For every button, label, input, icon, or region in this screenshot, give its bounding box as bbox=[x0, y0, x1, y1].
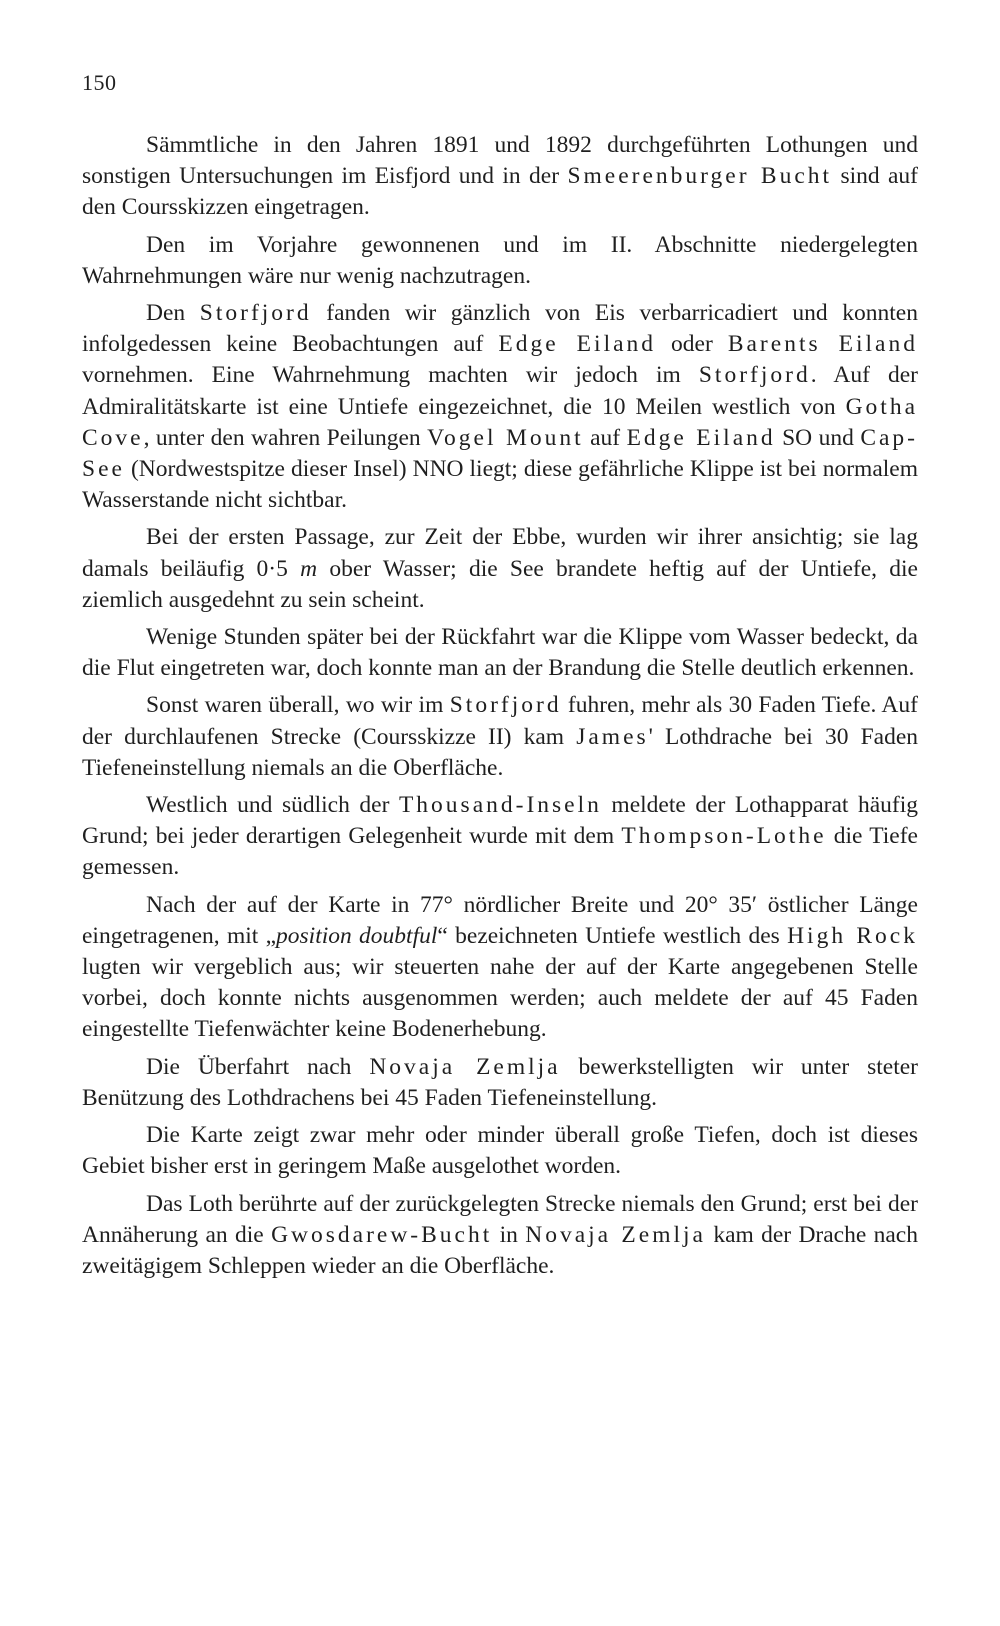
paragraph bbox=[82, 522, 918, 616]
spaced-name: High Rock bbox=[787, 922, 918, 949]
spaced-name: Smeerenburger Bucht bbox=[567, 163, 833, 190]
text-run: Den bbox=[146, 300, 200, 327]
text-run: Die Überfahrt nach bbox=[146, 1053, 370, 1080]
text-run: Das Loth berührte auf der zurückgelegten Strecke niemals den Grund; erst bei der Annäherung an die bbox=[82, 1190, 918, 1248]
text-run: kam der Drache nach zweitägigem Schleppen wieder an die Oberfläche. bbox=[82, 1221, 918, 1279]
spaced-name: Thompson-Lothe bbox=[621, 823, 827, 850]
spaced-name: Barents Eiland bbox=[727, 331, 918, 358]
italic-text: position doubtful bbox=[276, 922, 438, 949]
paragraph bbox=[82, 1052, 918, 1114]
text-run: Den im Vorjahre gewonnenen und im II. Abschnitte niedergelegten Wahrnehmungen wäre nur wenig nachzutragen. bbox=[82, 231, 918, 289]
text-run: , unter den wahren Peilungen bbox=[143, 424, 428, 451]
text-run: Sämmtliche in den Jahren 1891 und 1892 durchgeführten Lothungen und sonstigen Untersuchungen im Eisfjord und in der bbox=[82, 132, 918, 190]
spaced-name: Cap-See bbox=[82, 424, 918, 483]
text-run: Nach der auf der Karte in 77° nördlicher Breite und 20° 35′ östlicher Länge eingetragenen, mit „ bbox=[82, 891, 918, 949]
text-run: die Tiefe gemessen. bbox=[82, 823, 918, 881]
text-run: . Auf der Admiralitätskarte ist eine Untiefe eingezeichnet, die 10 Meilen westlich von bbox=[82, 362, 918, 420]
paragraph bbox=[82, 298, 918, 516]
text-run: Sonst waren überall, wo wir im bbox=[146, 692, 450, 719]
text-run: Wenige Stunden später bei der Rückfahrt war die Klippe vom Wasser bedeckt, da die Flut eingetreten war, doch konnte man an der Brandung die Stelle deutlich erkennen. bbox=[82, 624, 918, 682]
text-run: oder bbox=[656, 331, 728, 358]
text-run: Die Karte zeigt zwar mehr oder minder überall große Tiefen, doch ist dieses Gebiet bisher erst in geringem Maße ausgelothet worden. bbox=[82, 1122, 918, 1180]
page-number: 150 bbox=[82, 70, 117, 95]
paragraph bbox=[82, 790, 918, 884]
paragraph bbox=[82, 130, 918, 224]
body-text bbox=[82, 130, 918, 1288]
spaced-name: Novaja Zemlja bbox=[525, 1221, 706, 1248]
text-run: bewerkstelligten wir unter steter Benützung des Lothdrachens bei 45 Faden Tiefeneinstellung. bbox=[82, 1053, 918, 1111]
spaced-name: Storfjord bbox=[698, 362, 811, 389]
text-run: Bei der ersten Passage, zur Zeit der Ebbe, wurden wir ihrer ansichtig; sie lag damals beiläufig 0·5 bbox=[82, 524, 918, 582]
italic-text: m bbox=[300, 555, 318, 582]
text-run: auf bbox=[583, 424, 627, 451]
paragraph bbox=[82, 690, 918, 784]
spaced-name: Gotha Cove bbox=[82, 393, 918, 451]
text-run: fuhren, mehr als 30 Faden Tiefe. Auf der durchlaufenen Strecke (Coursskizze II) kam bbox=[82, 692, 918, 750]
paragraph bbox=[82, 230, 918, 292]
paragraph bbox=[82, 622, 918, 684]
text-run: in bbox=[492, 1221, 526, 1248]
spaced-name: Vogel Mount bbox=[427, 424, 584, 451]
text-run: SO und bbox=[775, 424, 861, 451]
paragraph bbox=[82, 1189, 918, 1283]
spaced-name: Storfjord bbox=[449, 692, 562, 719]
spaced-name: Thousand-Inseln bbox=[398, 792, 602, 819]
paragraph bbox=[82, 1120, 918, 1182]
paragraph bbox=[82, 890, 918, 1046]
spaced-name: Novaja Zemlja bbox=[369, 1053, 561, 1080]
text-run: vornehmen. Eine Wahrnehmung machten wir jedoch im bbox=[82, 362, 699, 389]
spaced-name: Gwosdarew-Bucht bbox=[271, 1221, 493, 1248]
text-run: Westlich und südlich der bbox=[146, 792, 399, 819]
text-run: ' Lothdrache bei 30 Faden Tiefeneinstellung niemals an die Oberfläche. bbox=[82, 723, 919, 781]
spaced-name: James bbox=[576, 723, 649, 750]
spaced-name: Edge Eiland bbox=[498, 331, 657, 358]
text-run: lugten wir vergeblich aus; wir steuerten nahe der auf der Karte angegebenen Stelle vorbei, doch konnte nichts ausgenommen werden; auch meldete der auf 45 Faden eingestellte Tiefenwächter keine Bodenerhebung. bbox=[82, 954, 918, 1043]
spaced-name: Storfjord bbox=[199, 300, 312, 327]
text-run: sind auf den Coursskizzen eingetragen. bbox=[82, 163, 918, 221]
text-run: (Nordwestspitze dieser Insel) NNO liegt; diese gefährliche Klippe ist bei normalem Wasserstande nicht sichtbar. bbox=[82, 456, 918, 514]
spaced-name: Edge Eiland bbox=[626, 424, 776, 451]
text-run: ober Wasser; die See brandete heftig auf der Untiefe, die ziemlich ausgedehnt zu sein scheint. bbox=[82, 555, 918, 613]
text-run: fanden wir gänzlich von Eis verbarricadiert und konnten infolgedessen keine Beobachtungen auf bbox=[82, 300, 918, 358]
text-run: meldete der Lothapparat häufig Grund; bei jeder derartigen Gelegenheit wurde mit dem bbox=[82, 792, 918, 850]
text-run: “ bezeichneten Untiefe westlich des bbox=[437, 922, 788, 949]
